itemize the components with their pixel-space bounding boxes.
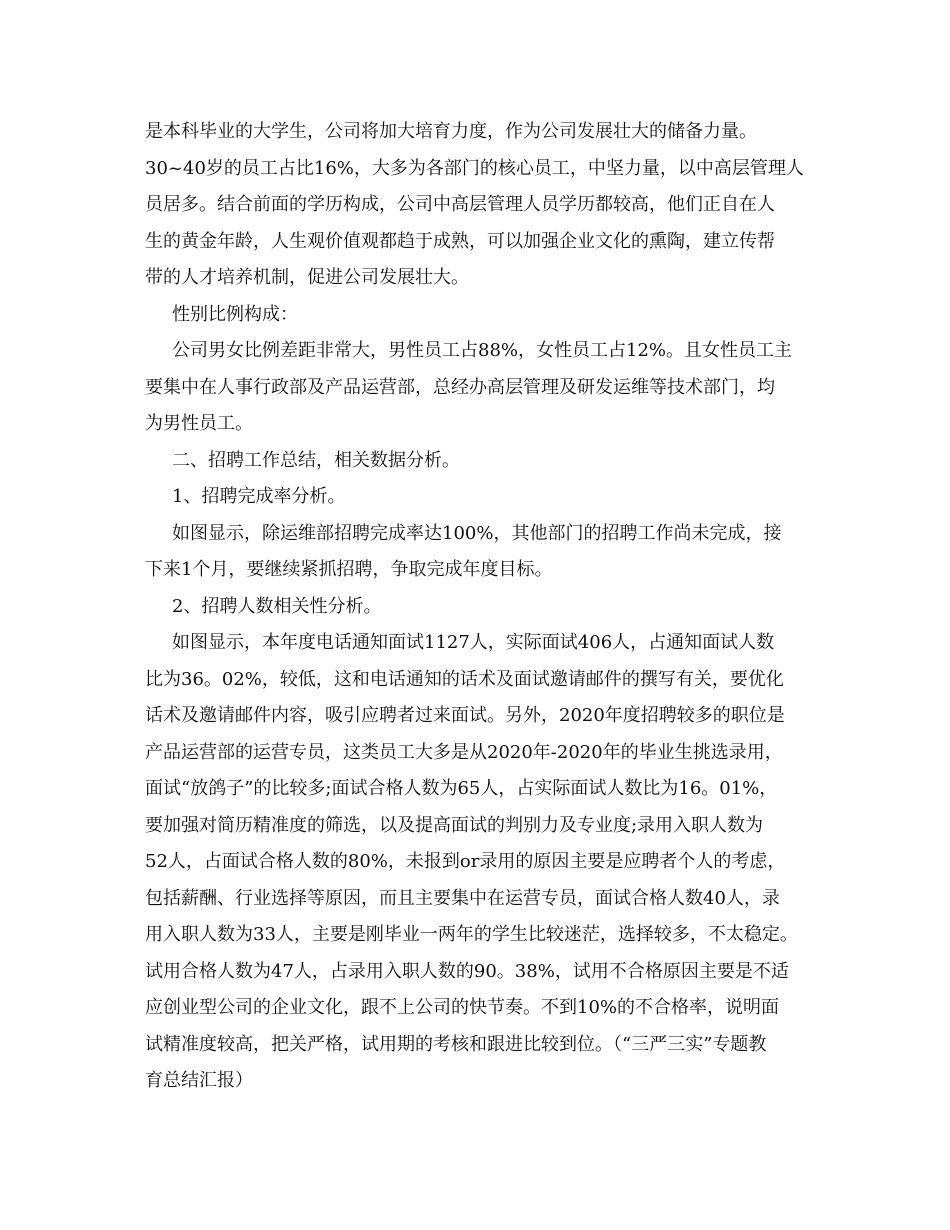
paragraph-first-line: 1、招聘完成率分析。: [172, 486, 346, 507]
text-line: 30~40岁的员工占比16%，大多为各部门的核心员工，中坚力量，以中高层管理人: [145, 157, 804, 179]
paragraph-first-line: 公司男女比例差距非常大，男性员工占88%，女性员工占12%。且女性员工主: [172, 340, 793, 361]
text-line: 试用合格人数为47人，占录用入职人数的90。38%，试用不合格原因主要是不适: [145, 960, 789, 982]
text-line: 话术及邀请邮件内容，吸引应聘者过来面试。另外，2020年度招聘较多的职位是: [145, 705, 785, 726]
text-line: 生的黄金年龄，人生观价值观都趋于成熟，可以加强企业文化的熏陶，建立传帮: [145, 230, 775, 252]
text-line: 用入职人数为33人，主要是刚毕业一两年的学生比较迷茫，选择较多，不太稳定。: [145, 924, 798, 945]
text-line: 带的人才培养机制，促进公司发展壮大。: [145, 267, 469, 288]
text-line: 包括薪酬、行业选择等原因，而且主要集中在运营专员，面试合格人数40人，录: [145, 887, 780, 909]
paragraph-first-line: 如图显示，除运维部招聘完成率达100%，其他部门的招聘工作尚未完成，接: [172, 522, 782, 544]
text-line: 员居多。结合前面的学历构成，公司中高层管理人员学历都较高，他们正自在人: [145, 194, 775, 215]
text-line: 应创业型公司的企业文化，跟不上公司的快节奏。不到10%的不合格率，说明面: [145, 997, 780, 1018]
paragraph-first-line: 如图显示，本年度电话通知面试1127人，实际面试406人，占通知面试人数: [172, 632, 775, 653]
text-line: 产品运营部的运营专员，这类员工大多是从2020年-2020年的毕业生挑选录用，: [145, 741, 783, 763]
text-line: 比为36。02%，较低，这和电话通知的话术及面试邀请邮件的撰写有关，要优化: [145, 668, 784, 690]
text-line: 育总结汇报）: [145, 1070, 253, 1091]
text-line: 是本科毕业的大学生，公司将加大培育力度，作为公司发展壮大的储备力量。: [145, 121, 757, 142]
paragraph-first-line: 2、招聘人数相关性分析。: [172, 595, 382, 617]
text-line: 要加强对简历精准度的筛选，以及提高面试的判别力及专业度;录用入职人数为: [145, 814, 764, 836]
text-line: 面试“放鸽子”的比较多;面试合格人数为65人，占实际面试人数比为16。01%，: [145, 778, 778, 799]
paragraph-first-line: 二、招聘工作总结，相关数据分析。: [172, 449, 460, 471]
text-line: 52人，占面试合格人数的80%，未报到or录用的原因主要是应聘者个人的考虑，: [145, 851, 786, 872]
text-line: 试精准度较高，把关严格，试用期的考核和跟进比较到位。（“三严三实”专题教: [145, 1033, 767, 1055]
text-line: 要集中在人事行政部及产品运营部，总经办高层管理及研发运维等技术部门，均: [145, 376, 775, 398]
text-line: 为男性员工。: [145, 413, 253, 434]
text-line: 下来1个月，要继续紧抓招聘，争取完成年度目标。: [145, 559, 553, 580]
document-body: [145, 118, 810, 1104]
paragraph-first-line: 性别比例构成：: [172, 303, 298, 325]
